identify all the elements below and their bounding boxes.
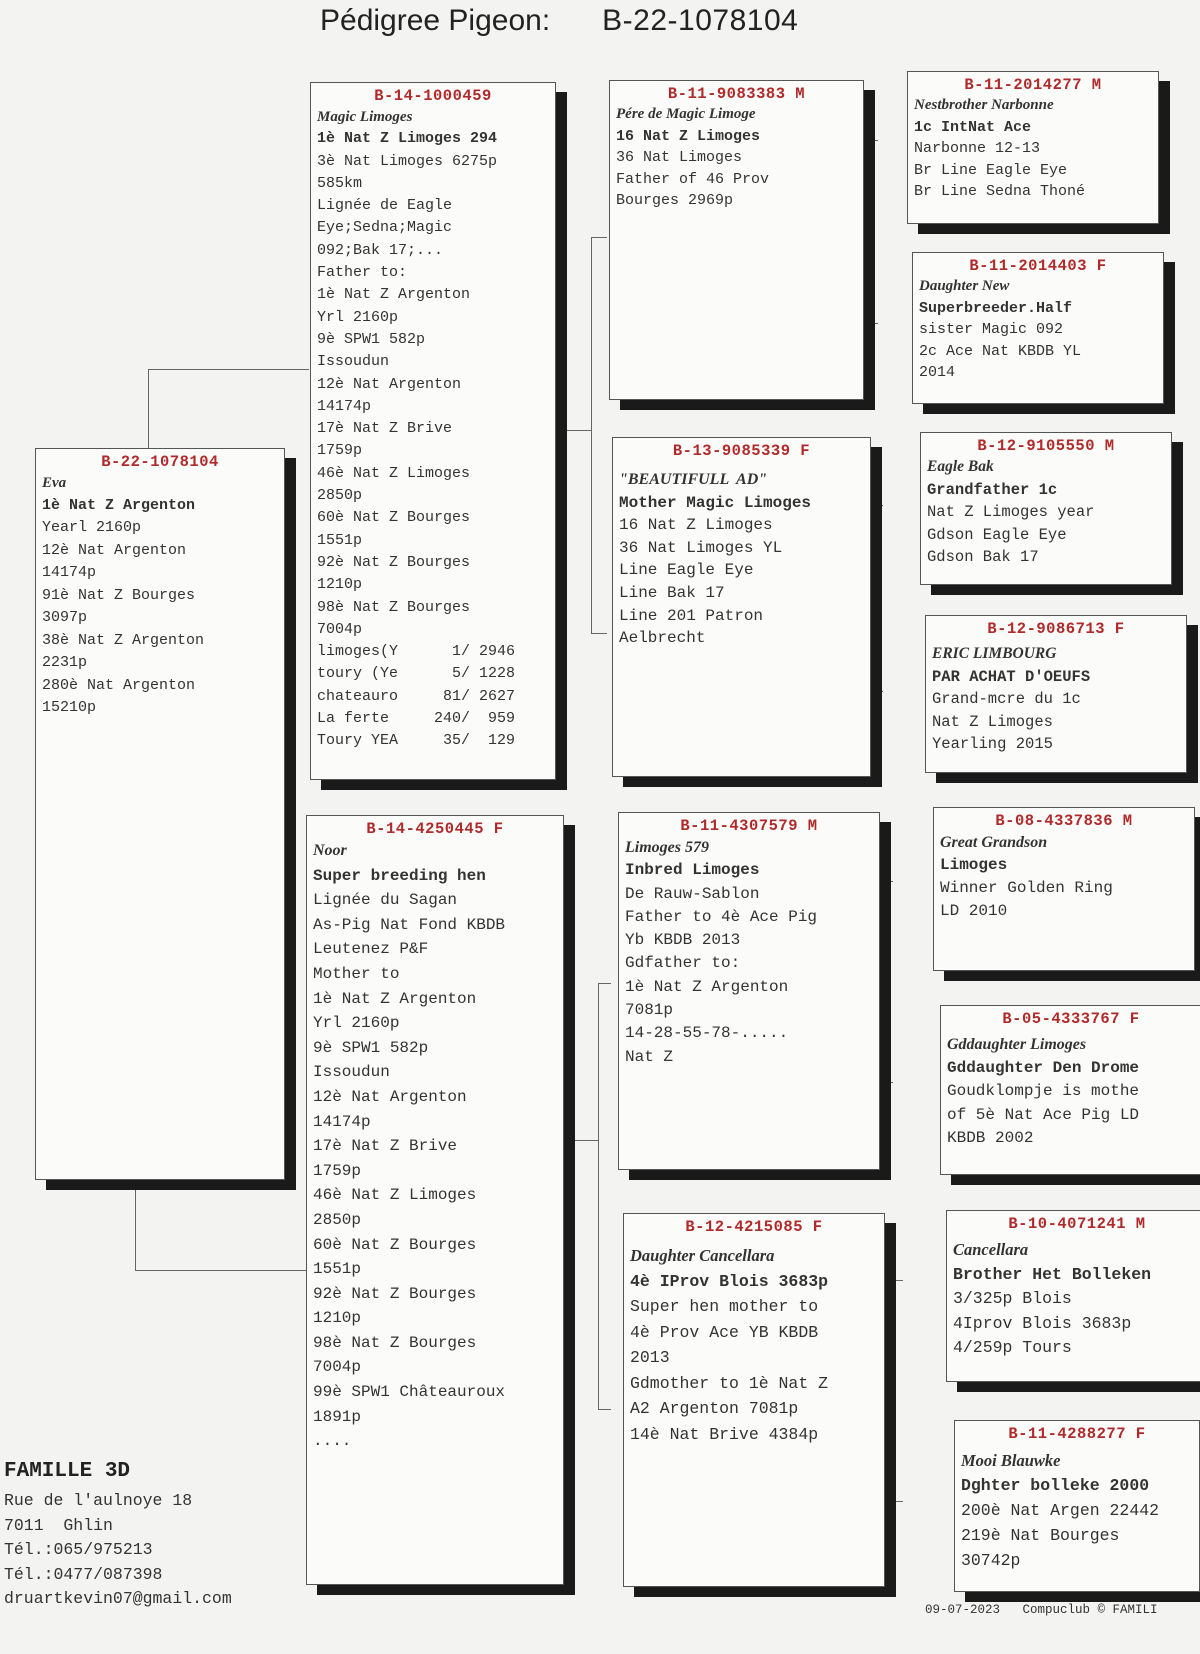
great-grandparent-name: Cancellara xyxy=(953,1240,1029,1259)
grandparent-line: 14è Nat Brive 4384p xyxy=(630,1424,819,1444)
owner-phone: Tél.:0477/087398 xyxy=(4,1564,163,1584)
great-grandparent-line: Goudklompje is mothe xyxy=(947,1082,1140,1101)
sire-line: 98è Nat Z Bourges xyxy=(317,598,471,616)
great-grandparent-line: 4/259p Tours xyxy=(953,1338,1072,1357)
sire-line: 1è Nat Z Limoges 294 xyxy=(317,130,498,148)
grandparent-name: Limoges 579 xyxy=(625,839,709,856)
great-grandparent-card xyxy=(912,252,1164,404)
great-grandparent-line: Gdson Eagle Eye xyxy=(927,525,1067,544)
owner-name: FAMILLE 3D xyxy=(4,1460,131,1483)
dam-line: 12è Nat Argenton xyxy=(313,1087,467,1106)
grandparent-line: Gdfather to: xyxy=(625,954,741,973)
great-grandparent-ring: B-11-2014403 F xyxy=(969,257,1107,275)
dam-line: Super breeding hen xyxy=(313,866,486,885)
owner-block xyxy=(4,1455,232,1612)
connector-sire-gp xyxy=(555,430,591,433)
great-grandparent-name: Mooi Blauwke xyxy=(961,1451,1061,1470)
great-grandparent-ring: B-12-9105550 M xyxy=(977,437,1115,455)
owner-address-street: Rue de l'aulnoye 18 xyxy=(4,1491,193,1510)
great-grandparent-line: Limoges xyxy=(940,856,1008,874)
sire-line: Father to: xyxy=(317,264,408,282)
grandparent-line: 4è Prov Ace YB KBDB xyxy=(630,1322,819,1342)
great-grandparent-name: ERIC LIMBOURG xyxy=(932,645,1057,662)
sire-line: 46è Nat Z Limoges xyxy=(317,464,471,482)
great-grandparent-card xyxy=(907,71,1159,224)
dam-line: 14174p xyxy=(313,1112,371,1131)
sire-line: 3è Nat Limoges 6275p xyxy=(317,152,498,170)
sire-line: 12è Nat Argenton xyxy=(317,375,462,393)
connector-dam-gp xyxy=(562,1140,598,1143)
grandparent-line: 36 Nat Limoges YL xyxy=(619,538,783,557)
connector-dam-gp-v xyxy=(598,983,611,1410)
grandparent-card xyxy=(623,1213,885,1587)
dam-line: 1210p xyxy=(313,1309,362,1328)
great-grandparent-card xyxy=(954,1420,1200,1592)
great-grandparent-line: Grandfather 1c xyxy=(927,480,1058,499)
sire-line: chateauro 81/ 2627 xyxy=(317,687,516,705)
grandparent-line: Yb KBDB 2013 xyxy=(625,931,741,950)
sire-line: 17è Nat Z Brive xyxy=(317,420,453,438)
dam-line: 1759p xyxy=(313,1161,362,1180)
sire-line: limoges(Y 1/ 2946 xyxy=(317,643,516,661)
owner-address-city: 7011 Ghlin xyxy=(4,1515,113,1535)
grandparent-line: Mother Magic Limoges xyxy=(619,493,812,512)
great-grandparent-line: PAR ACHAT D'OEUFS xyxy=(932,667,1091,686)
great-grandparent-card xyxy=(946,1210,1200,1382)
connector-gp1 xyxy=(862,140,878,324)
great-grandparent-card xyxy=(925,615,1187,773)
dam-line: 7004p xyxy=(313,1358,362,1377)
owner-email: druartkevin07@gmail.com xyxy=(4,1589,232,1608)
grandparent-line: Line 201 Patron xyxy=(619,606,764,625)
great-grandparent-line: 2014 xyxy=(919,364,956,381)
great-grandparent-line: 219è Nat Bourges xyxy=(961,1526,1120,1545)
connector-gp3 xyxy=(880,881,893,1083)
dam-line: As-Pig Nat Fond KBDB xyxy=(313,915,506,934)
sire-line: Eye;Sedna;Magic xyxy=(317,219,453,237)
great-grandparent-ring: B-12-9086713 F xyxy=(987,620,1125,638)
great-grandparent-line: Gddaughter Den Drome xyxy=(947,1058,1140,1077)
great-grandparent-line: Grand-mcre du 1c xyxy=(932,690,1081,708)
subject-ring: B-22-1078104 xyxy=(101,453,219,471)
great-grandparent-name: Eagle Bak xyxy=(927,458,994,475)
grandparent-line: Gdmother to 1è Nat Z xyxy=(630,1373,829,1393)
great-grandparent-line: LD 2010 xyxy=(940,902,1008,920)
dam-line: 9è SPW1 582p xyxy=(313,1038,429,1057)
great-grandparent-line: 3/325p Blois xyxy=(953,1289,1072,1308)
grandparent-line: 7081p xyxy=(625,1001,674,1020)
subject-line: 3097p xyxy=(42,609,88,626)
great-grandparent-card xyxy=(940,1005,1200,1175)
sire-line: 60è Nat Z Bourges xyxy=(317,509,471,527)
great-grandparent-line: 200è Nat Argen 22442 xyxy=(961,1501,1160,1520)
great-grandparent-line: Superbreeder.Half xyxy=(919,299,1073,317)
dam-ring: B-14-4250445 F xyxy=(366,820,504,838)
great-grandparent-ring: B-11-4288277 F xyxy=(1008,1425,1146,1443)
grandparent-line: Line Eagle Eye xyxy=(619,561,754,580)
grandparent-line: Nat Z xyxy=(625,1047,674,1066)
dam-line: 17è Nat Z Brive xyxy=(313,1137,458,1156)
grandparent-card xyxy=(618,812,880,1170)
great-grandparent-ring: B-11-2014277 M xyxy=(964,76,1102,94)
dam-line: Issoudun xyxy=(313,1063,390,1082)
sire-line: 1551p xyxy=(317,531,363,549)
subject-line: 1è Nat Z Argenton xyxy=(42,496,196,514)
dam-line: Leutenez P&F xyxy=(313,940,429,959)
grandparent-line: Line Bak 17 xyxy=(619,583,725,602)
grandparent-card xyxy=(612,437,871,777)
sire-card xyxy=(310,82,556,780)
grandparent-line: A2 Argenton 7081p xyxy=(630,1399,799,1418)
great-grandparent-line: Brother Het Bolleken xyxy=(953,1264,1152,1284)
connector-subject-sire xyxy=(148,369,309,450)
great-grandparent-line: Nat Z Limoges xyxy=(932,712,1053,731)
dam-line: Yrl 2160p xyxy=(313,1014,400,1033)
connector-gp2 xyxy=(870,505,883,692)
page-title xyxy=(320,4,798,38)
grandparent-line: Bourges 2969p xyxy=(616,192,734,209)
great-grandparent-line: 2c Ace Nat KBDB YL xyxy=(919,342,1082,360)
grandparent-line: 14-28-55-78-..... xyxy=(625,1024,789,1043)
connector-subject-dam xyxy=(135,1180,309,1271)
dam-line: Lignée du Sagan xyxy=(313,891,458,910)
great-grandparent-ring: B-05-4333767 F xyxy=(1002,1010,1140,1028)
subject-line: 91è Nat Z Bourges xyxy=(42,586,196,604)
print-credit: Compuclub © FAMILI xyxy=(1022,1603,1158,1617)
grandparent-line: Inbred Limoges xyxy=(625,861,760,880)
owner-phone: Tél.:065/975213 xyxy=(4,1540,153,1559)
sire-line: 1è Nat Z Argenton xyxy=(317,286,471,304)
dam-line: 92è Nat Z Bourges xyxy=(313,1284,477,1303)
great-grandparent-line: Br Line Eagle Eye xyxy=(914,161,1068,179)
subject-name: Eva xyxy=(42,475,67,491)
great-grandparent-line: Winner Golden Ring xyxy=(940,879,1113,897)
sire-line: Issoudun xyxy=(317,353,390,371)
great-grandparent-line: 30742p xyxy=(961,1551,1021,1570)
subject-line: 12è Nat Argenton xyxy=(42,541,187,559)
great-grandparent-line: Yearling 2015 xyxy=(932,735,1053,753)
grandparent-line: 36 Nat Limoges xyxy=(616,149,743,166)
print-footer xyxy=(925,1603,1158,1617)
dam-card xyxy=(306,815,564,1585)
sire-line: 14174p xyxy=(317,397,372,415)
grandparent-name: Pére de Magic Limoge xyxy=(616,106,756,122)
connector-sire-gp-v xyxy=(591,237,607,634)
grandparent-name: "BEAUTIFULL AD" xyxy=(619,471,768,488)
great-grandparent-line: Gdson Bak 17 xyxy=(927,548,1039,566)
grandparent-name: Daughter Cancellara xyxy=(630,1246,775,1265)
sire-line: 1759p xyxy=(317,442,363,460)
sire-line: Lignée de Eagle xyxy=(317,197,453,215)
great-grandparent-line: 4Iprov Blois 3683p xyxy=(953,1313,1132,1333)
sire-line: 2850p xyxy=(317,487,363,505)
dam-line: .... xyxy=(313,1432,352,1451)
subject-line: 15210p xyxy=(42,699,97,716)
sire-line: 092;Bak 17;... xyxy=(317,241,444,259)
title-ring-number: B-22-1078104 xyxy=(602,4,799,37)
great-grandparent-line: sister Magic 092 xyxy=(919,321,1064,338)
grandparent-line: Aelbrecht xyxy=(619,629,706,648)
grandparent-card xyxy=(609,80,864,400)
great-grandparent-line: Narbonne 12-13 xyxy=(914,140,1041,157)
dam-line: 2850p xyxy=(313,1210,362,1229)
grandparent-line: Father of 46 Prov xyxy=(616,170,770,188)
sire-ring: B-14-1000459 xyxy=(374,87,492,105)
dam-line: 1551p xyxy=(313,1260,362,1279)
dam-line: 1è Nat Z Argenton xyxy=(313,989,477,1008)
subject-line: 14174p xyxy=(42,564,97,581)
great-grandparent-line: KBDB 2002 xyxy=(947,1129,1034,1148)
grandparent-line: 16 Nat Z Limoges xyxy=(619,516,773,535)
grandparent-ring: B-13-9085339 F xyxy=(672,442,811,460)
grandparent-line: 16 Nat Z Limoges xyxy=(616,127,761,145)
great-grandparent-line: Br Line Sedna Thoné xyxy=(914,183,1086,200)
sire-line: La ferte 240/ 959 xyxy=(317,710,516,728)
connector-gp4 xyxy=(888,1280,903,1502)
great-grandparent-line: Nat Z Limoges year xyxy=(927,503,1095,521)
grandparent-line: 2013 xyxy=(630,1348,670,1367)
great-grandparent-ring: B-08-4337836 M xyxy=(995,812,1133,830)
great-grandparent-name: Daughter New xyxy=(919,278,1010,294)
title-label: Pédigree Pigeon: xyxy=(320,4,551,37)
dam-line: 98è Nat Z Bourges xyxy=(313,1333,477,1352)
great-grandparent-name: Great Grandson xyxy=(940,834,1048,851)
subject-card xyxy=(35,448,285,1180)
great-grandparent-card xyxy=(933,807,1195,971)
sire-name: Magic Limoges xyxy=(317,109,413,125)
grandparent-ring: B-11-9083383 M xyxy=(667,85,806,103)
dam-line: 1891p xyxy=(313,1407,362,1426)
subject-line: 2231p xyxy=(42,654,88,671)
sire-line: toury (Ye 5/ 1228 xyxy=(317,665,516,683)
print-date: 09-07-2023 xyxy=(925,1603,1001,1617)
sire-line: Yrl 2160p xyxy=(317,308,399,326)
subject-line: 280è Nat Argenton xyxy=(42,676,196,694)
subject-line: Yearl 2160p xyxy=(42,519,142,536)
sire-line: 1210p xyxy=(317,576,363,594)
dam-line: 99è SPW1 Châteauroux xyxy=(313,1383,506,1402)
grandparent-line: Super hen mother to xyxy=(630,1297,819,1316)
sire-line: Toury YEA 35/ 129 xyxy=(317,732,516,750)
great-grandparent-name: Nestbrother Narbonne xyxy=(914,97,1054,113)
great-grandparent-ring: B-10-4071241 M xyxy=(1008,1215,1146,1233)
grandparent-line: De Rauw-Sablon xyxy=(625,884,760,903)
grandparent-ring: B-12-4215085 F xyxy=(685,1218,823,1236)
grandparent-line: Father to 4è Ace Pig xyxy=(625,907,818,926)
sire-line: 585km xyxy=(317,174,363,192)
sire-line: 7004p xyxy=(317,620,363,638)
dam-name: Noor xyxy=(313,842,347,859)
dam-line: Mother to xyxy=(313,964,400,983)
great-grandparent-card xyxy=(920,432,1172,585)
great-grandparent-line: 1c IntNat Ace xyxy=(914,118,1032,136)
grandparent-line: 4è IProv Blois 3683p xyxy=(630,1271,829,1291)
grandparent-ring: B-11-4307579 M xyxy=(680,817,818,835)
dam-line: 46è Nat Z Limoges xyxy=(313,1186,477,1205)
sire-line: 9è SPW1 582p xyxy=(317,330,426,348)
great-grandparent-name: Gddaughter Limoges xyxy=(947,1036,1087,1053)
great-grandparent-line: Dghter bolleke 2000 xyxy=(961,1476,1150,1495)
grandparent-line: 1è Nat Z Argenton xyxy=(625,977,789,996)
sire-line: 92è Nat Z Bourges xyxy=(317,553,471,571)
great-grandparent-line: of 5è Nat Ace Pig LD xyxy=(947,1105,1140,1124)
dam-line: 60è Nat Z Bourges xyxy=(313,1235,477,1254)
subject-line: 38è Nat Z Argenton xyxy=(42,631,205,649)
